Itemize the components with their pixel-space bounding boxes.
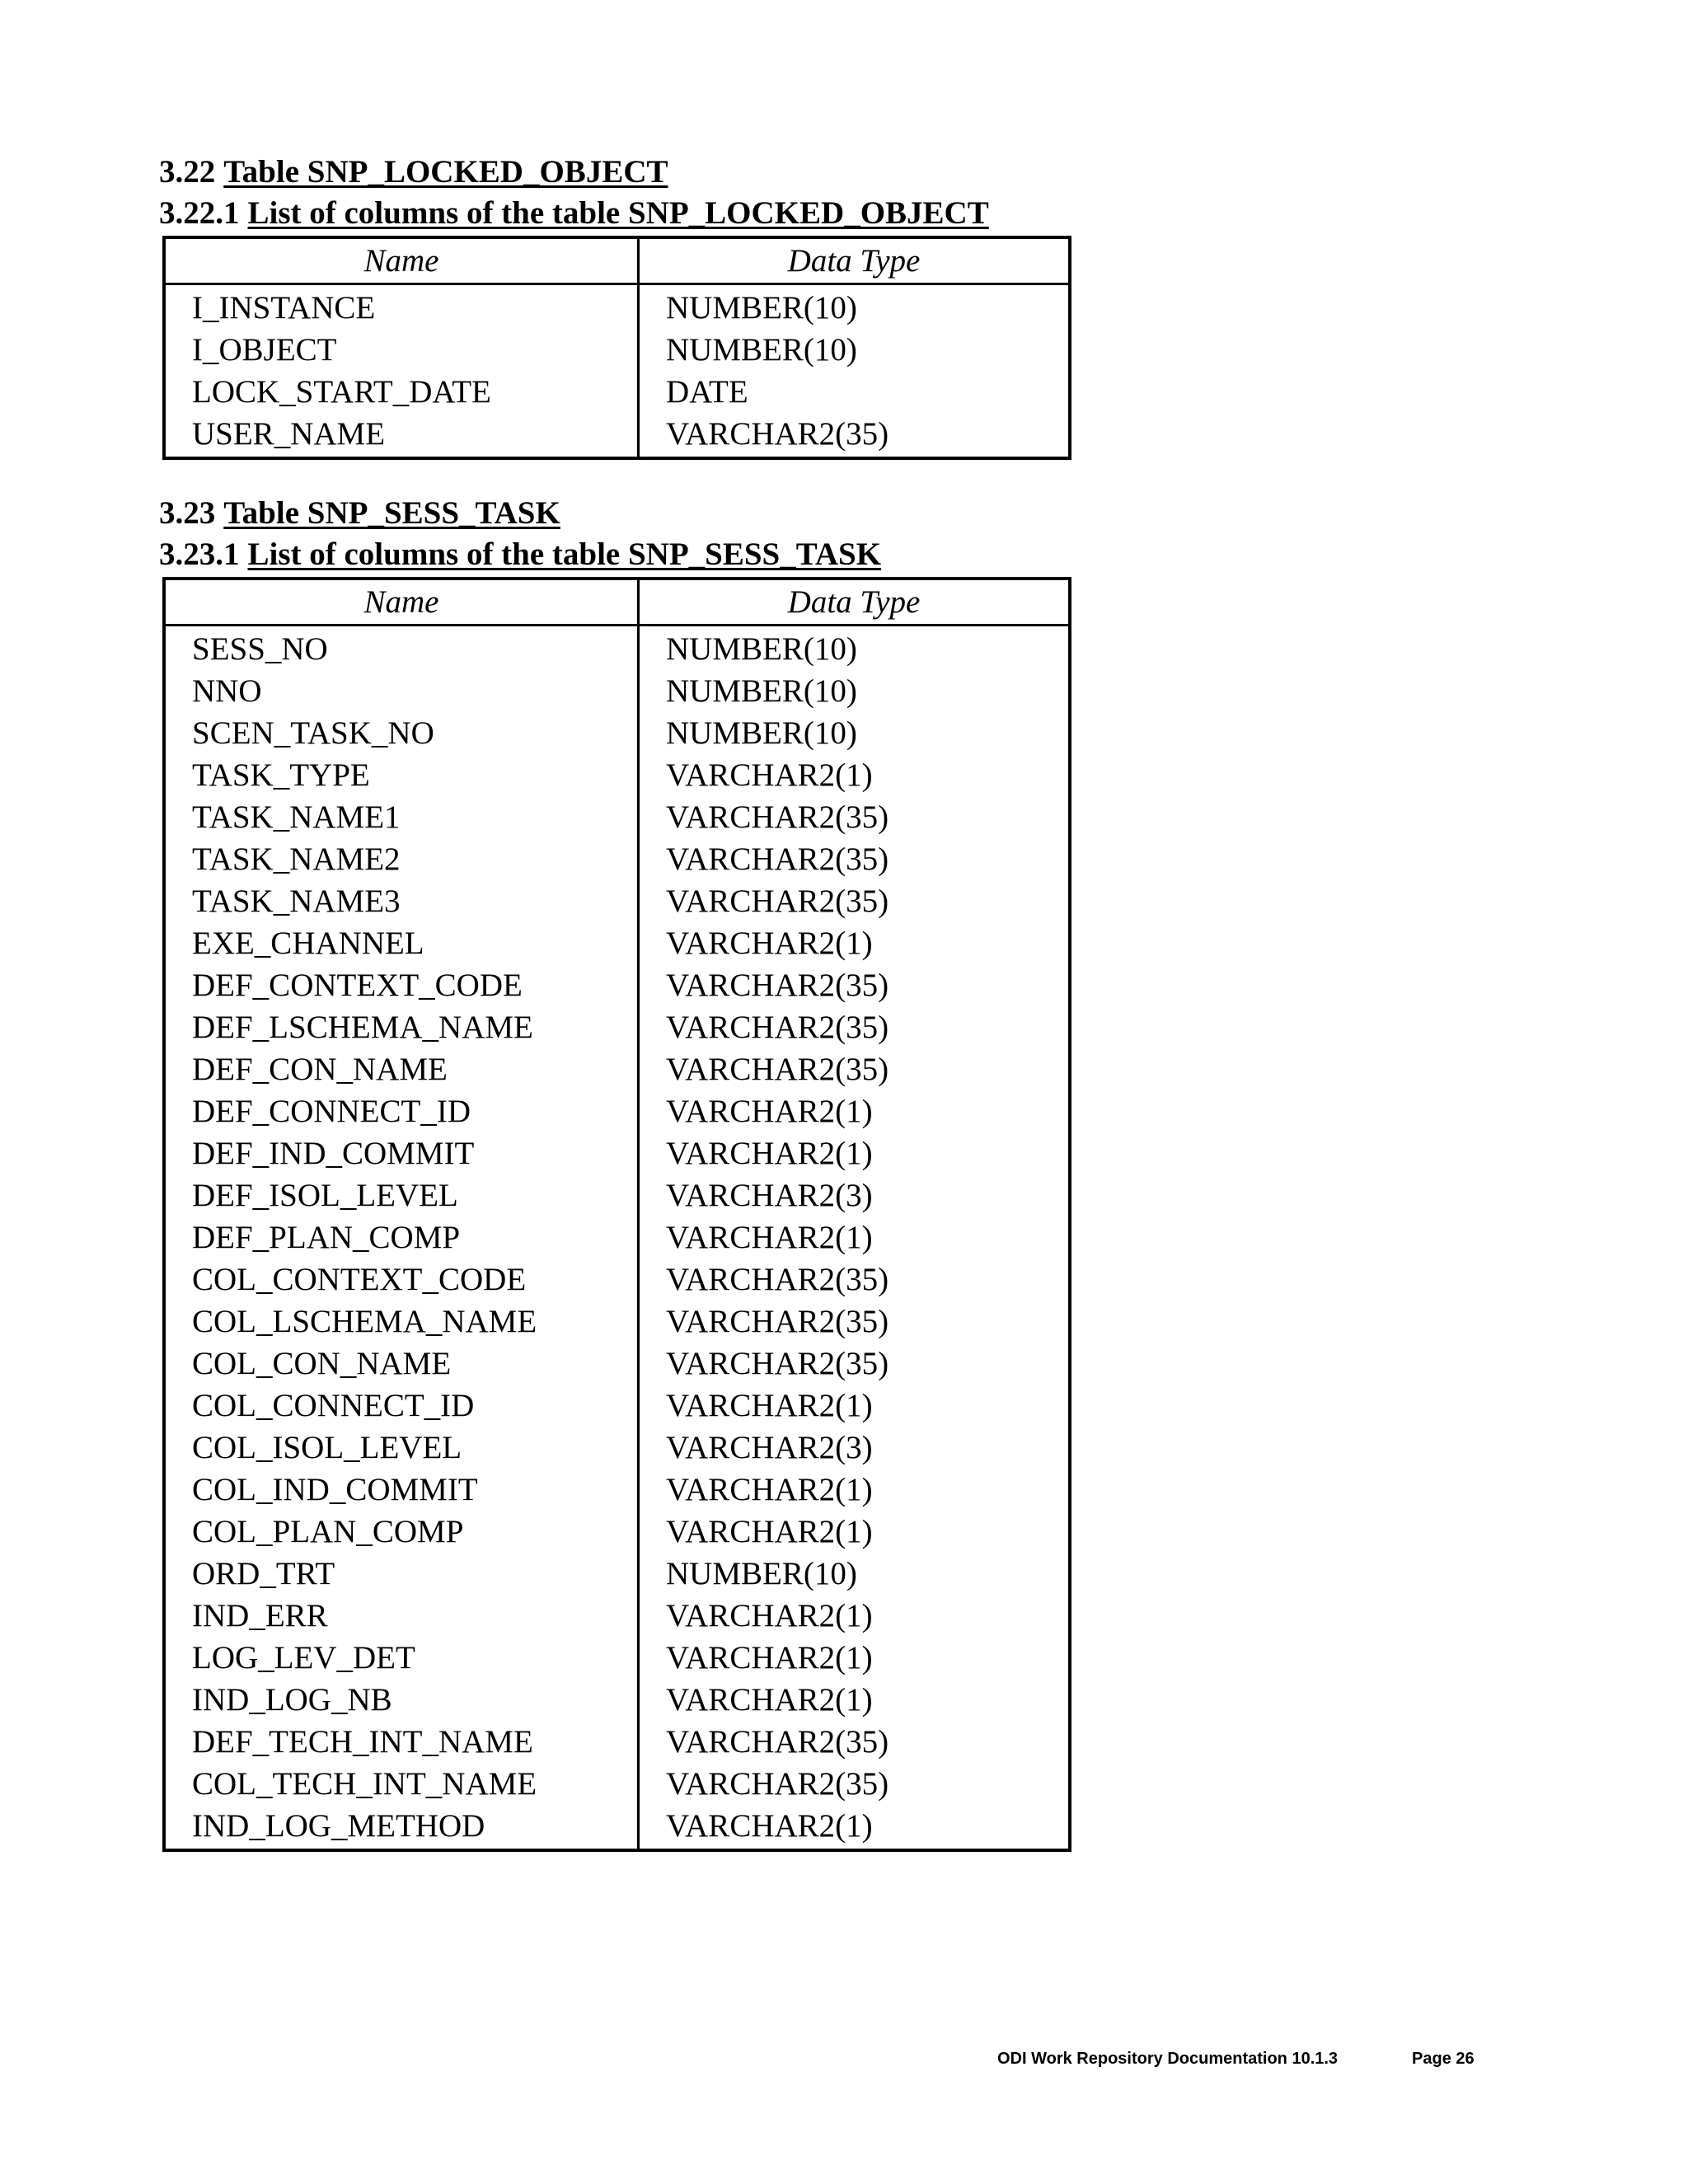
name-column-header: Name bbox=[164, 579, 639, 626]
table-body bbox=[164, 626, 1070, 1851]
column-type-cell: VARCHAR2(35) bbox=[666, 1262, 889, 1297]
column-name-cell: DEF_CON_NAME bbox=[164, 1048, 639, 1090]
table-row bbox=[164, 838, 1070, 880]
column-name-cell: COL_LSCHEMA_NAME bbox=[164, 1301, 639, 1343]
subsection-number: 3.22.1 bbox=[159, 195, 240, 231]
column-name-cell: TASK_NAME2 bbox=[164, 838, 639, 880]
columns-table bbox=[162, 577, 1071, 1852]
section-heading bbox=[159, 152, 668, 193]
column-type-cell: VARCHAR2(3) bbox=[666, 1430, 873, 1465]
column-type-cell: VARCHAR2(1) bbox=[666, 1598, 873, 1633]
column-name-cell: COL_CON_NAME bbox=[164, 1343, 639, 1385]
subsection-heading bbox=[159, 534, 881, 575]
footer-doc-title: ODI Work Repository Documentation 10.1.3 bbox=[997, 2050, 1339, 2068]
table-row bbox=[164, 329, 1070, 371]
column-name-cell: DEF_ISOL_LEVEL bbox=[164, 1174, 639, 1216]
table-row bbox=[164, 371, 1070, 413]
column-name-cell: COL_ISOL_LEVEL bbox=[164, 1427, 639, 1469]
subsection-heading bbox=[159, 193, 989, 234]
table-row bbox=[164, 284, 1070, 330]
column-name-cell: LOG_LEV_DET bbox=[164, 1637, 639, 1679]
column-name-cell: IND_LOG_METHOD bbox=[164, 1805, 639, 1850]
column-type-cell: VARCHAR2(1) bbox=[666, 1388, 873, 1423]
table-row bbox=[164, 1427, 1070, 1469]
table-row bbox=[164, 1511, 1070, 1553]
column-name-cell: COL_CONTEXT_CODE bbox=[164, 1258, 639, 1301]
column-name-cell: DEF_CONTEXT_CODE bbox=[164, 964, 639, 1006]
column-type-cell: VARCHAR2(35) bbox=[666, 841, 889, 877]
table-row bbox=[164, 1469, 1070, 1511]
column-name-cell: TASK_TYPE bbox=[164, 754, 639, 796]
column-type-cell: VARCHAR2(35) bbox=[666, 1766, 889, 1802]
column-type-cell: VARCHAR2(1) bbox=[666, 1514, 873, 1549]
column-name-cell: NNO bbox=[164, 670, 639, 712]
table-row bbox=[164, 1553, 1070, 1595]
column-name-cell: DEF_CONNECT_ID bbox=[164, 1090, 639, 1132]
table-row bbox=[164, 626, 1070, 671]
column-type-cell: VARCHAR2(35) bbox=[666, 1010, 889, 1045]
column-name-cell: DEF_LSCHEMA_NAME bbox=[164, 1006, 639, 1048]
table-row bbox=[164, 1763, 1070, 1805]
column-type-cell: VARCHAR2(35) bbox=[666, 1052, 889, 1087]
column-name-cell: COL_IND_COMMIT bbox=[164, 1469, 639, 1511]
column-type-cell: VARCHAR2(35) bbox=[666, 1724, 889, 1760]
column-type-cell: VARCHAR2(35) bbox=[666, 883, 889, 919]
datatype-column-header: Data Type bbox=[639, 237, 1071, 284]
table-row bbox=[164, 1385, 1070, 1427]
table-row bbox=[164, 964, 1070, 1006]
column-type-cell: VARCHAR2(35) bbox=[666, 1346, 889, 1381]
column-name-cell: IND_LOG_NB bbox=[164, 1679, 639, 1721]
column-type-cell: VARCHAR2(1) bbox=[666, 757, 873, 793]
table-row bbox=[164, 1343, 1070, 1385]
column-type-cell: NUMBER(10) bbox=[666, 631, 857, 667]
table-row bbox=[164, 1258, 1070, 1301]
section-number: 3.23 bbox=[159, 495, 216, 531]
columns-table bbox=[162, 236, 1071, 460]
column-type-cell: VARCHAR2(3) bbox=[666, 1178, 873, 1213]
table-row bbox=[164, 670, 1070, 712]
table-header-row bbox=[164, 237, 1070, 284]
column-name-cell: LOCK_START_DATE bbox=[164, 371, 639, 413]
table-row bbox=[164, 796, 1070, 838]
page-footer bbox=[997, 2050, 1475, 2069]
column-name-cell: COL_PLAN_COMP bbox=[164, 1511, 639, 1553]
column-name-cell: DEF_IND_COMMIT bbox=[164, 1132, 639, 1174]
table-row bbox=[164, 754, 1070, 796]
column-type-cell: VARCHAR2(1) bbox=[666, 1808, 873, 1844]
column-name-cell: I_INSTANCE bbox=[164, 284, 639, 330]
table-row bbox=[164, 880, 1070, 922]
column-type-cell: VARCHAR2(1) bbox=[666, 1136, 873, 1171]
column-type-cell: VARCHAR2(35) bbox=[666, 416, 889, 452]
table-row bbox=[164, 1216, 1070, 1258]
table-row bbox=[164, 1637, 1070, 1679]
column-type-cell: VARCHAR2(1) bbox=[666, 1220, 873, 1255]
column-type-cell: VARCHAR2(1) bbox=[666, 1640, 873, 1675]
column-type-cell: VARCHAR2(1) bbox=[666, 1094, 873, 1129]
section-title: Table SNP_SESS_TASK bbox=[223, 495, 560, 531]
column-type-cell: VARCHAR2(1) bbox=[666, 1472, 873, 1507]
table-row bbox=[164, 413, 1070, 458]
column-name-cell: SESS_NO bbox=[164, 626, 639, 671]
column-name-cell: DEF_PLAN_COMP bbox=[164, 1216, 639, 1258]
column-name-cell: I_OBJECT bbox=[164, 329, 639, 371]
column-type-cell: VARCHAR2(35) bbox=[666, 968, 889, 1003]
column-type-cell: NUMBER(10) bbox=[666, 290, 857, 326]
column-type-cell: NUMBER(10) bbox=[666, 332, 857, 368]
column-type-cell: NUMBER(10) bbox=[666, 1556, 857, 1591]
column-name-cell: COL_TECH_INT_NAME bbox=[164, 1763, 639, 1805]
column-name-cell: DEF_TECH_INT_NAME bbox=[164, 1721, 639, 1763]
name-column-header: Name bbox=[164, 237, 639, 284]
table-row bbox=[164, 1006, 1070, 1048]
table-row bbox=[164, 1595, 1070, 1637]
subsection-number: 3.23.1 bbox=[159, 537, 240, 572]
column-name-cell: TASK_NAME3 bbox=[164, 880, 639, 922]
section-number: 3.22 bbox=[159, 154, 216, 190]
table-row bbox=[164, 1090, 1070, 1132]
column-name-cell: SCEN_TASK_NO bbox=[164, 712, 639, 754]
section-title: Table SNP_LOCKED_OBJECT bbox=[223, 154, 668, 190]
column-type-cell: NUMBER(10) bbox=[666, 715, 857, 751]
column-name-cell: IND_ERR bbox=[164, 1595, 639, 1637]
column-name-cell: EXE_CHANNEL bbox=[164, 922, 639, 964]
column-type-cell: VARCHAR2(35) bbox=[666, 799, 889, 835]
column-name-cell: USER_NAME bbox=[164, 413, 639, 458]
table-row bbox=[164, 1132, 1070, 1174]
column-type-cell: NUMBER(10) bbox=[666, 673, 857, 709]
column-type-cell: VARCHAR2(35) bbox=[666, 1304, 889, 1339]
table-body bbox=[164, 284, 1070, 459]
footer-page-number: Page 26 bbox=[1412, 2050, 1475, 2068]
column-type-cell: VARCHAR2(1) bbox=[666, 926, 873, 961]
column-type-cell: DATE bbox=[666, 374, 748, 410]
column-name-cell: ORD_TRT bbox=[164, 1553, 639, 1595]
table-header-row bbox=[164, 579, 1070, 626]
table-row bbox=[164, 1048, 1070, 1090]
subsection-title: List of columns of the table SNP_SESS_TASK bbox=[247, 537, 882, 572]
subsection-title: List of columns of the table SNP_LOCKED_OBJECT bbox=[247, 195, 989, 231]
column-type-cell: VARCHAR2(1) bbox=[666, 1682, 873, 1718]
table-row bbox=[164, 712, 1070, 754]
table-row bbox=[164, 1805, 1070, 1850]
table-row bbox=[164, 1174, 1070, 1216]
table-row bbox=[164, 1679, 1070, 1721]
table-row bbox=[164, 922, 1070, 964]
table-row bbox=[164, 1301, 1070, 1343]
table-row bbox=[164, 1721, 1070, 1763]
column-name-cell: COL_CONNECT_ID bbox=[164, 1385, 639, 1427]
section-heading bbox=[159, 493, 560, 534]
datatype-column-header: Data Type bbox=[639, 579, 1071, 626]
column-name-cell: TASK_NAME1 bbox=[164, 796, 639, 838]
